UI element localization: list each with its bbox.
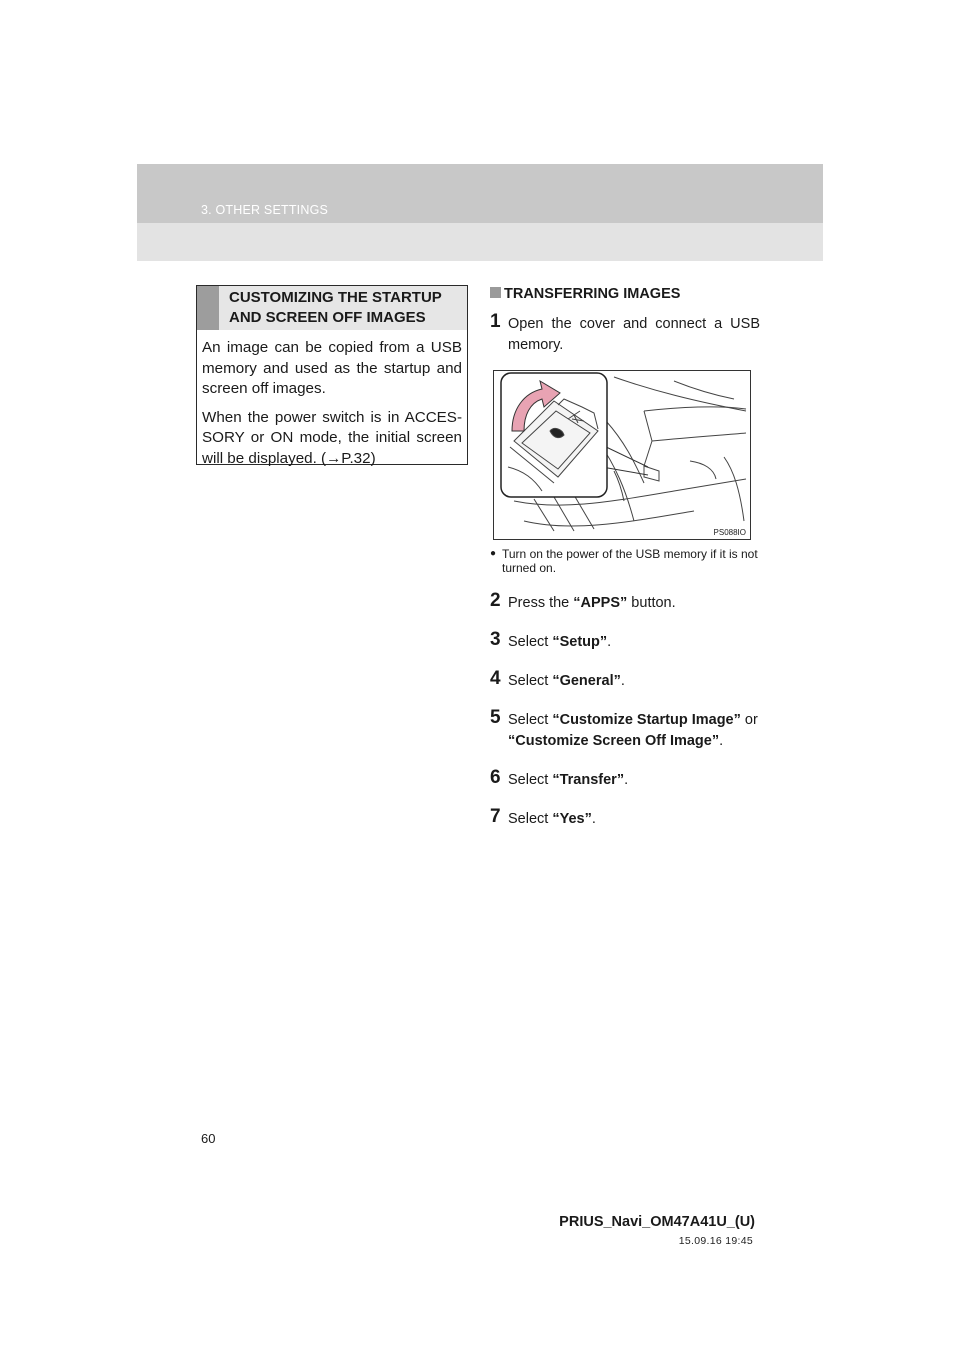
square-bullet-icon <box>490 287 501 298</box>
note-bullet: ● Turn on the power of the USB memory if it is not turned on. <box>490 547 758 575</box>
page-reference-link[interactable]: P.32) <box>341 449 376 467</box>
info-box-title: CUSTOMIZING THE STARTUP AND SCREEN OFF IMAGES <box>229 289 442 326</box>
arrow-icon: → <box>326 449 342 467</box>
procedure-column <box>490 283 760 830</box>
header-subband <box>137 223 823 261</box>
info-box-accent-bar <box>197 286 219 330</box>
step-6: 6 Select “Transfer”. <box>490 767 629 788</box>
page-number: 60 <box>201 1131 216 1146</box>
step-1: 1 Open the cover and connect a USB memory. <box>490 311 760 353</box>
usb-port-illustration <box>493 370 751 540</box>
print-timestamp: 15.09.16 19:45 <box>678 1235 753 1247</box>
apps-button-label: “APPS” <box>573 595 628 611</box>
section-label: 3. OTHER SETTINGS <box>201 203 329 217</box>
console-drawing <box>494 371 750 539</box>
info-box <box>196 285 468 465</box>
document-id: PRIUS_Navi_OM47A41U_(U) <box>559 1214 755 1230</box>
step-3: 3 Select “Setup”. <box>490 629 612 650</box>
step-2: 2 Press the “APPS” button. <box>490 590 676 611</box>
info-box-body <box>197 330 467 469</box>
bullet-icon: ● <box>490 548 497 559</box>
info-box-header <box>197 286 467 330</box>
info-paragraph-2: When the power switch is in ACCES-SORY or ON mode, the initial screen will be displayed. (→P.32) <box>202 408 462 467</box>
procedure-title: TRANSFERRING IMAGES <box>490 283 760 305</box>
illustration-code: PS088IO <box>713 528 746 537</box>
step-7: 7 Select “Yes”. <box>490 806 596 827</box>
info-paragraph-1: An image can be copied from a USB memory and used as the startup and screen off images. <box>202 339 462 397</box>
step-4: 4 Select “General”. <box>490 668 625 689</box>
step-5: 5 Select “Customize Startup Image” or “Customize Screen Off Image”. <box>490 707 758 749</box>
